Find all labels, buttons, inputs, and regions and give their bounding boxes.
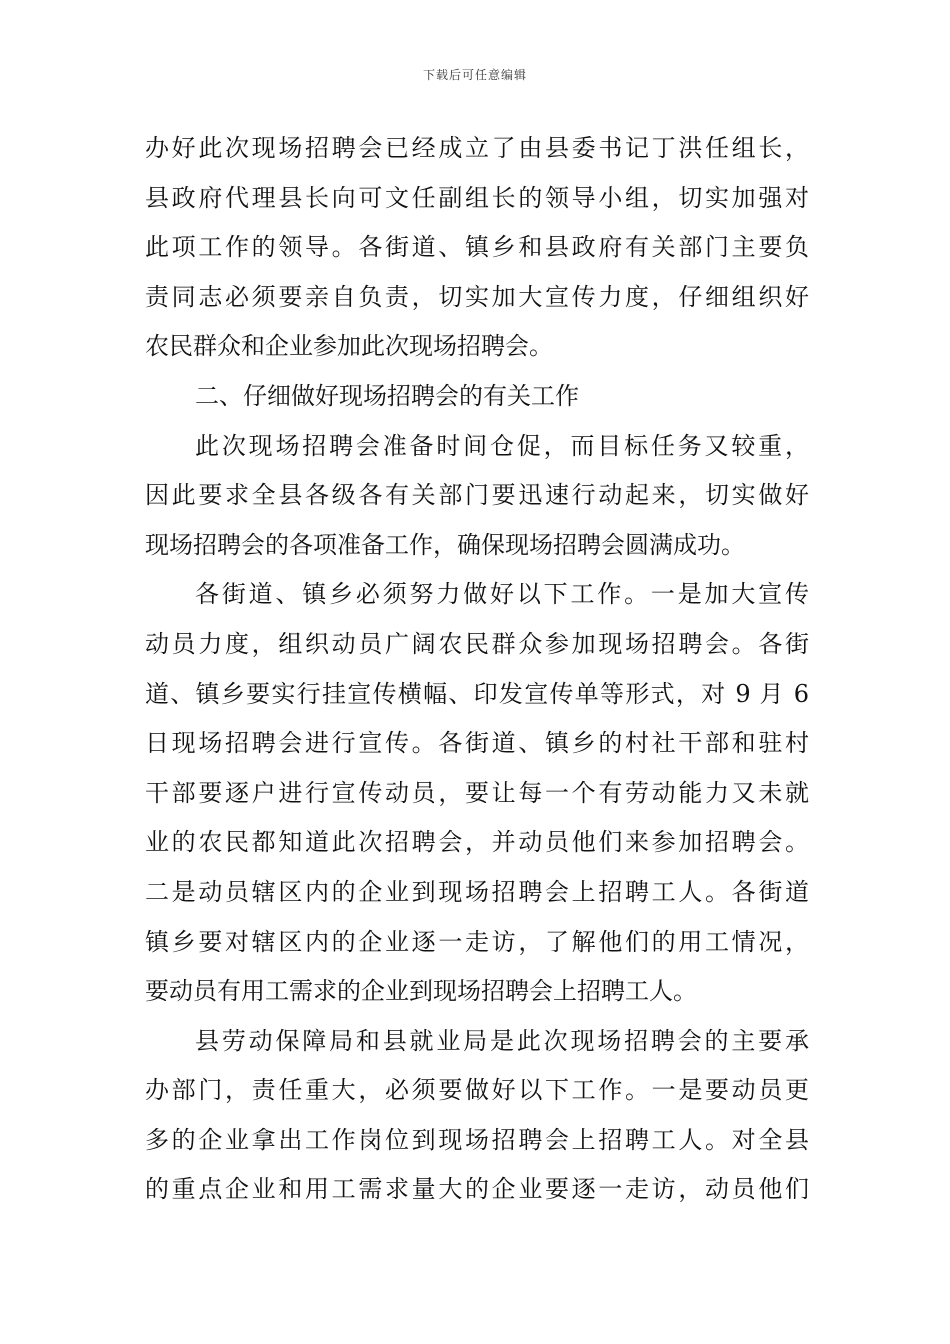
text-line: 农民群众和企业参加此次现场招聘会。 xyxy=(145,332,553,361)
text-line: 镇乡要对辖区内的企业逐一走访，了解他们的用工情况， xyxy=(145,927,809,956)
text-line: 各街道、镇乡必须努力做好以下工作。一是加大宣传 xyxy=(195,580,809,609)
text-line: 县政府代理县长向可文任副组长的领导小组，切实加强对 xyxy=(145,183,809,212)
text-line: 动员力度，组织动员广阔农民群众参加现场招聘会。各街 xyxy=(145,629,809,658)
text-line: 道、镇乡要实行挂宣传横幅、印发宣传单等形式，对 9 月 6 xyxy=(145,679,809,708)
text-line: 二是动员辖区内的企业到现场招聘会上招聘工人。各街道 xyxy=(145,877,809,906)
document-body xyxy=(145,124,809,1215)
text-line: 此次现场招聘会准备时间仓促，而目标任务又较重， xyxy=(195,431,809,460)
text-line: 的重点企业和用工需求量大的企业要逐一走访，动员他们 xyxy=(145,1175,809,1204)
text-line: 现场招聘会的各项准备工作，确保现场招聘会圆满成功。 xyxy=(145,530,745,559)
text-line: 因此要求全县各级各有关部门要迅速行动起来，切实做好 xyxy=(145,481,809,510)
page-header: 下载后可任意编辑 xyxy=(422,68,527,82)
text-line: 办部门，责任重大，必须要做好以下工作。一是要动员更 xyxy=(145,1076,809,1105)
text-line: 干部要逐户进行宣传动员，要让每一个有劳动能力又未就 xyxy=(145,778,809,807)
text-line: 二、仔细做好现场招聘会的有关工作 xyxy=(195,381,579,410)
text-line: 县劳动保障局和县就业局是此次现场招聘会的主要承 xyxy=(195,1026,809,1055)
text-line: 日现场招聘会进行宣传。各街道、镇乡的村社干部和驻村 xyxy=(145,729,809,758)
text-line: 此项工作的领导。各街道、镇乡和县政府有关部门主要负 xyxy=(145,233,809,262)
text-line: 业的农民都知道此次招聘会，并动员他们来参加招聘会。 xyxy=(145,828,809,857)
text-line: 办好此次现场招聘会已经成立了由县委书记丁洪任组长， xyxy=(145,134,809,162)
text-line: 多的企业拿出工作岗位到现场招聘会上招聘工人。对全县 xyxy=(145,1125,809,1154)
text-line: 责同志必须要亲自负责，切实加大宣传力度，仔细组织好 xyxy=(145,282,809,311)
text-line: 要动员有用工需求的企业到现场招聘会上招聘工人。 xyxy=(145,977,697,1006)
